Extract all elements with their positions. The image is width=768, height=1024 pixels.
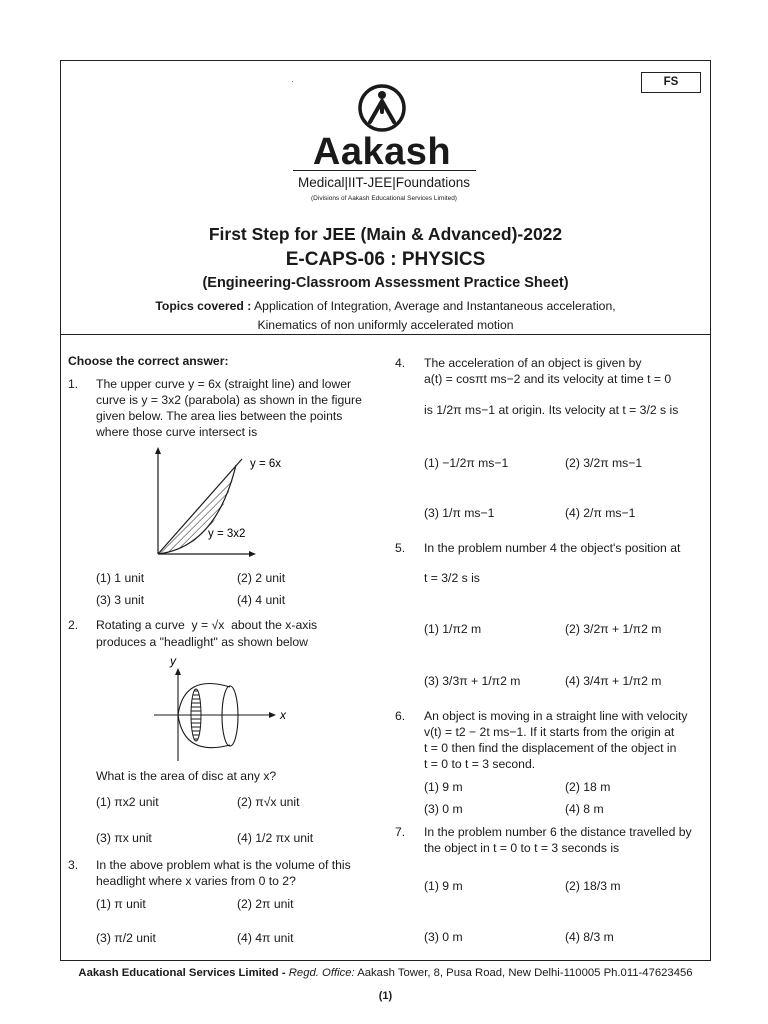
q1-option-1[interactable]: (1) 1 unit [96, 571, 145, 585]
q5-option-1[interactable]: (1) 1/π2 m [424, 622, 482, 636]
topics-line-2: Kinematics of non uniformly accelerated motion [257, 318, 514, 332]
q7-option-3[interactable]: (3) 0 m [424, 930, 463, 944]
q5-line-1: In the problem number 4 the object's position at [424, 541, 681, 555]
q4-option-1[interactable]: (1) −1/2π ms−1 [424, 456, 509, 470]
q3-option-1[interactable]: (1) π unit [96, 897, 146, 911]
q7-number: 7. [395, 825, 406, 839]
speck: · [291, 77, 294, 86]
q6-option-1[interactable]: (1) 9 m [424, 780, 463, 794]
q2-line-1a: Rotating a curve [96, 618, 185, 632]
q2-option-4[interactable]: (4) 1/2 πx unit [237, 831, 314, 845]
q2-number: 2. [68, 618, 79, 632]
q1-line-3: given below. The area lies between the points [96, 409, 343, 423]
q1-fig-upper-label: y = 6x [250, 458, 282, 470]
topics-text-1: Application of Integration, Average and Instantaneous acceleration, [254, 299, 616, 313]
q2-line-1c: about the x-axis [231, 618, 318, 632]
brand-name: Aakash [312, 131, 452, 173]
q6-option-4[interactable]: (4) 8 m [565, 802, 604, 816]
q3-line-1: In the above problem what is the volume of this [96, 858, 351, 872]
page-number: (1) [378, 990, 393, 1002]
q1-option-2[interactable]: (2) 2 unit [237, 571, 286, 585]
brand-division: (Divisions of Aakash Educational Services Limited) [311, 195, 457, 202]
footer-regd: Regd. Office: [288, 967, 355, 979]
q2-curve: y = √x [191, 618, 225, 632]
q5-line-2: t = 3/2 s is [424, 571, 480, 585]
title-line-2: E-CAPS-06 : PHYSICS [285, 249, 486, 270]
brand-tagline: Medical|IIT-JEE|Foundations [297, 175, 471, 190]
q5-option-2[interactable]: (2) 3/2π + 1/π2 m [565, 622, 662, 636]
footer-company: Aakash Educational Services Limited - [78, 967, 286, 979]
q1-line-4: where those curve intersect is [96, 425, 258, 439]
q6-line-2: v(t) = t2 − 2t ms−1. If it starts from the origin at [424, 725, 675, 739]
footer [60, 966, 711, 980]
aakash-emblem-icon [356, 82, 408, 134]
q1-number: 1. [68, 377, 79, 391]
q6-number: 6. [395, 709, 406, 723]
q3-number: 3. [68, 858, 79, 872]
q7-line-2: the object in t = 0 to t = 3 seconds is [424, 841, 620, 855]
q4-number: 4. [395, 356, 406, 370]
q2-option-1[interactable]: (1) πx2 unit [96, 795, 159, 809]
q4-line-2: a(t) = cosπt ms−2 and its velocity at time t = 0 [424, 372, 672, 386]
q5-number: 5. [395, 541, 406, 555]
q1-fig-lower-label: y = 3x2 [208, 528, 246, 540]
q6-line-3: t = 0 then find the displacement of the object in [424, 741, 677, 755]
q4-line-1: The acceleration of an object is given by [424, 356, 642, 370]
q2-option-3[interactable]: (3) πx unit [96, 831, 152, 845]
q2-line-2: produces a "headlight" as shown below [96, 635, 308, 649]
q3-option-3[interactable]: (3) π/2 unit [96, 931, 156, 945]
topics-line-1 [60, 298, 711, 314]
q4-option-3[interactable]: (3) 1/π ms−1 [424, 506, 495, 520]
q6-option-2[interactable]: (2) 18 m [565, 780, 611, 794]
q1-option-3[interactable]: (3) 3 unit [96, 593, 145, 607]
q2-line-1 [96, 617, 317, 633]
q3-option-2[interactable]: (2) 2π unit [237, 897, 294, 911]
q6-line-4: t = 0 to t = 3 second. [424, 757, 536, 771]
footer-address: Aakash Tower, 8, Pusa Road, New Delhi-110005 Ph.011-47623456 [357, 967, 693, 979]
q4-option-4[interactable]: (4) 2/π ms−1 [565, 506, 636, 520]
topics-label: Topics covered : [155, 299, 252, 313]
q1-option-4[interactable]: (4) 4 unit [237, 593, 286, 607]
q1-line-1: The upper curve y = 6x (straight line) and lower [96, 377, 352, 391]
q3-line-2: headlight where x varies from 0 to 2? [96, 874, 296, 888]
title-line-1: First Step for JEE (Main & Advanced)-2022 [208, 224, 563, 244]
q7-option-2[interactable]: (2) 18/3 m [565, 879, 621, 893]
q2-question: What is the area of disc at any x? [96, 769, 277, 783]
q7-line-1: In the problem number 6 the distance travelled by [424, 825, 692, 839]
logo-rule [293, 170, 476, 171]
q2-fig-y-label: y [170, 654, 176, 668]
q6-line-1: An object is moving in a straight line with velocity [424, 709, 688, 723]
q3-option-4[interactable]: (4) 4π unit [237, 931, 294, 945]
title-line-3: (Engineering-Classroom Assessment Practice Sheet) [202, 275, 569, 291]
q1-figure [146, 447, 282, 562]
q7-option-1[interactable]: (1) 9 m [424, 879, 463, 893]
q1-line-2: curve is y = 3x2 (parabola) as shown in the figure [96, 393, 362, 407]
q2-fig-x-label: x [280, 708, 286, 722]
q2-figure [150, 653, 290, 765]
q4-line-3: is 1/2π ms−1 at origin. Its velocity at t = 3/2 s is [424, 403, 679, 417]
q5-option-3[interactable]: (3) 3/3π + 1/π2 m [424, 674, 521, 688]
q4-option-2[interactable]: (2) 3/2π ms−1 [565, 456, 643, 470]
instructions: Choose the correct answer: [68, 354, 229, 368]
q2-option-2[interactable]: (2) π√x unit [237, 795, 300, 809]
fs-code-box: FS [641, 72, 701, 93]
q7-option-4[interactable]: (4) 8/3 m [565, 930, 614, 944]
header-divider [60, 334, 711, 335]
q5-option-4[interactable]: (4) 3/4π + 1/π2 m [565, 674, 662, 688]
q6-option-3[interactable]: (3) 0 m [424, 802, 463, 816]
